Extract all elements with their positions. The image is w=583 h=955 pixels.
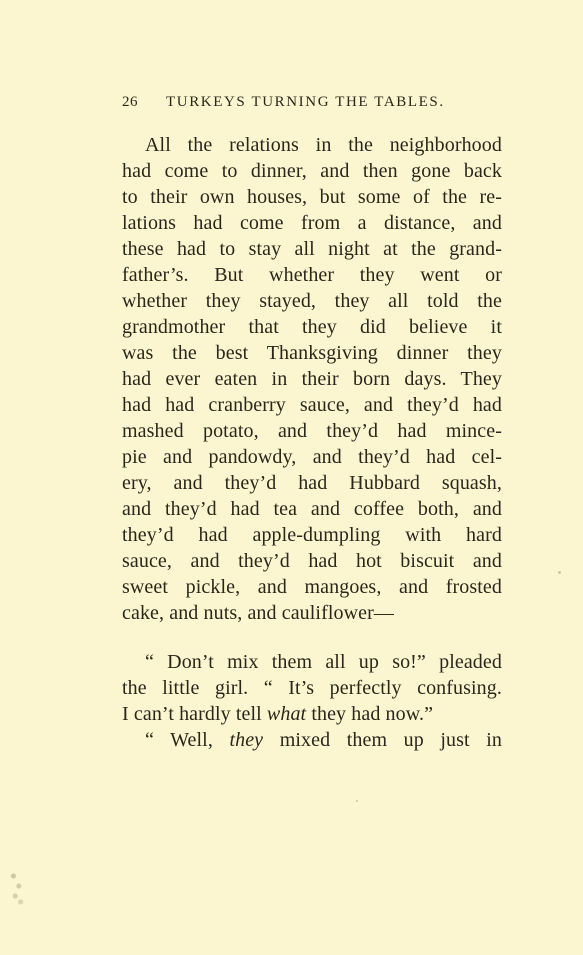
dialogue-line: “ Don’t mix them all up so!” pleaded (145, 651, 502, 673)
text-line: mashed potato, and they’d had mince- (122, 420, 502, 442)
text-line: All the relations in the neighborhood (145, 134, 502, 156)
text-line: and they’d had tea and coffee both, and (122, 498, 502, 520)
paper-speck (558, 571, 561, 574)
emphasis-text: what (266, 703, 307, 725)
text-line: had ever eaten in their born days. They (122, 368, 502, 390)
text-line: to their own houses, but some of the re- (122, 186, 502, 208)
text-line: sweet pickle, and mangoes, and frosted (122, 576, 502, 598)
text-run: I can’t hardly tell (122, 703, 267, 725)
text-line: these had to stay all night at the grand- (122, 238, 502, 260)
text-line: had had cranberry sauce, and they’d had (122, 394, 502, 416)
text-line: whether they stayed, they all told the (122, 290, 502, 312)
text-line: sauce, and they’d had hot biscuit and (122, 550, 502, 572)
dialogue-line: the little girl. “ It’s perfectly confusing. (122, 677, 502, 699)
dialogue-line (122, 702, 502, 726)
page-number: 26 (122, 94, 138, 110)
running-title: TURKEYS TURNING THE TABLES. (166, 94, 445, 110)
text-line: was the best Thanksgiving dinner they (122, 342, 502, 364)
text-line: they’d had apple-dumpling with hard (122, 524, 502, 546)
text-line: had come to dinner, and then gone back (122, 160, 502, 182)
text-line: pie and pandowdy, and they’d had cel- (122, 446, 502, 468)
dialogue-line (145, 728, 502, 752)
emphasis-text: they (229, 729, 264, 751)
text-line: cake, and nuts, and cauliflower— (122, 602, 394, 624)
text-run: mixed them up just in (263, 729, 502, 751)
paper-speck (356, 800, 358, 802)
text-run: “ Well, (145, 729, 230, 751)
text-line: grandmother that they did believe it (122, 316, 502, 338)
text-run: they had now.” (306, 703, 434, 725)
paper-blemish (8, 868, 26, 908)
running-header (122, 94, 502, 111)
text-line: lations had come from a distance, and (122, 212, 502, 234)
text-line: father’s. But whether they went or (122, 264, 502, 286)
text-line: ery, and they’d had Hubbard squash, (122, 472, 502, 494)
